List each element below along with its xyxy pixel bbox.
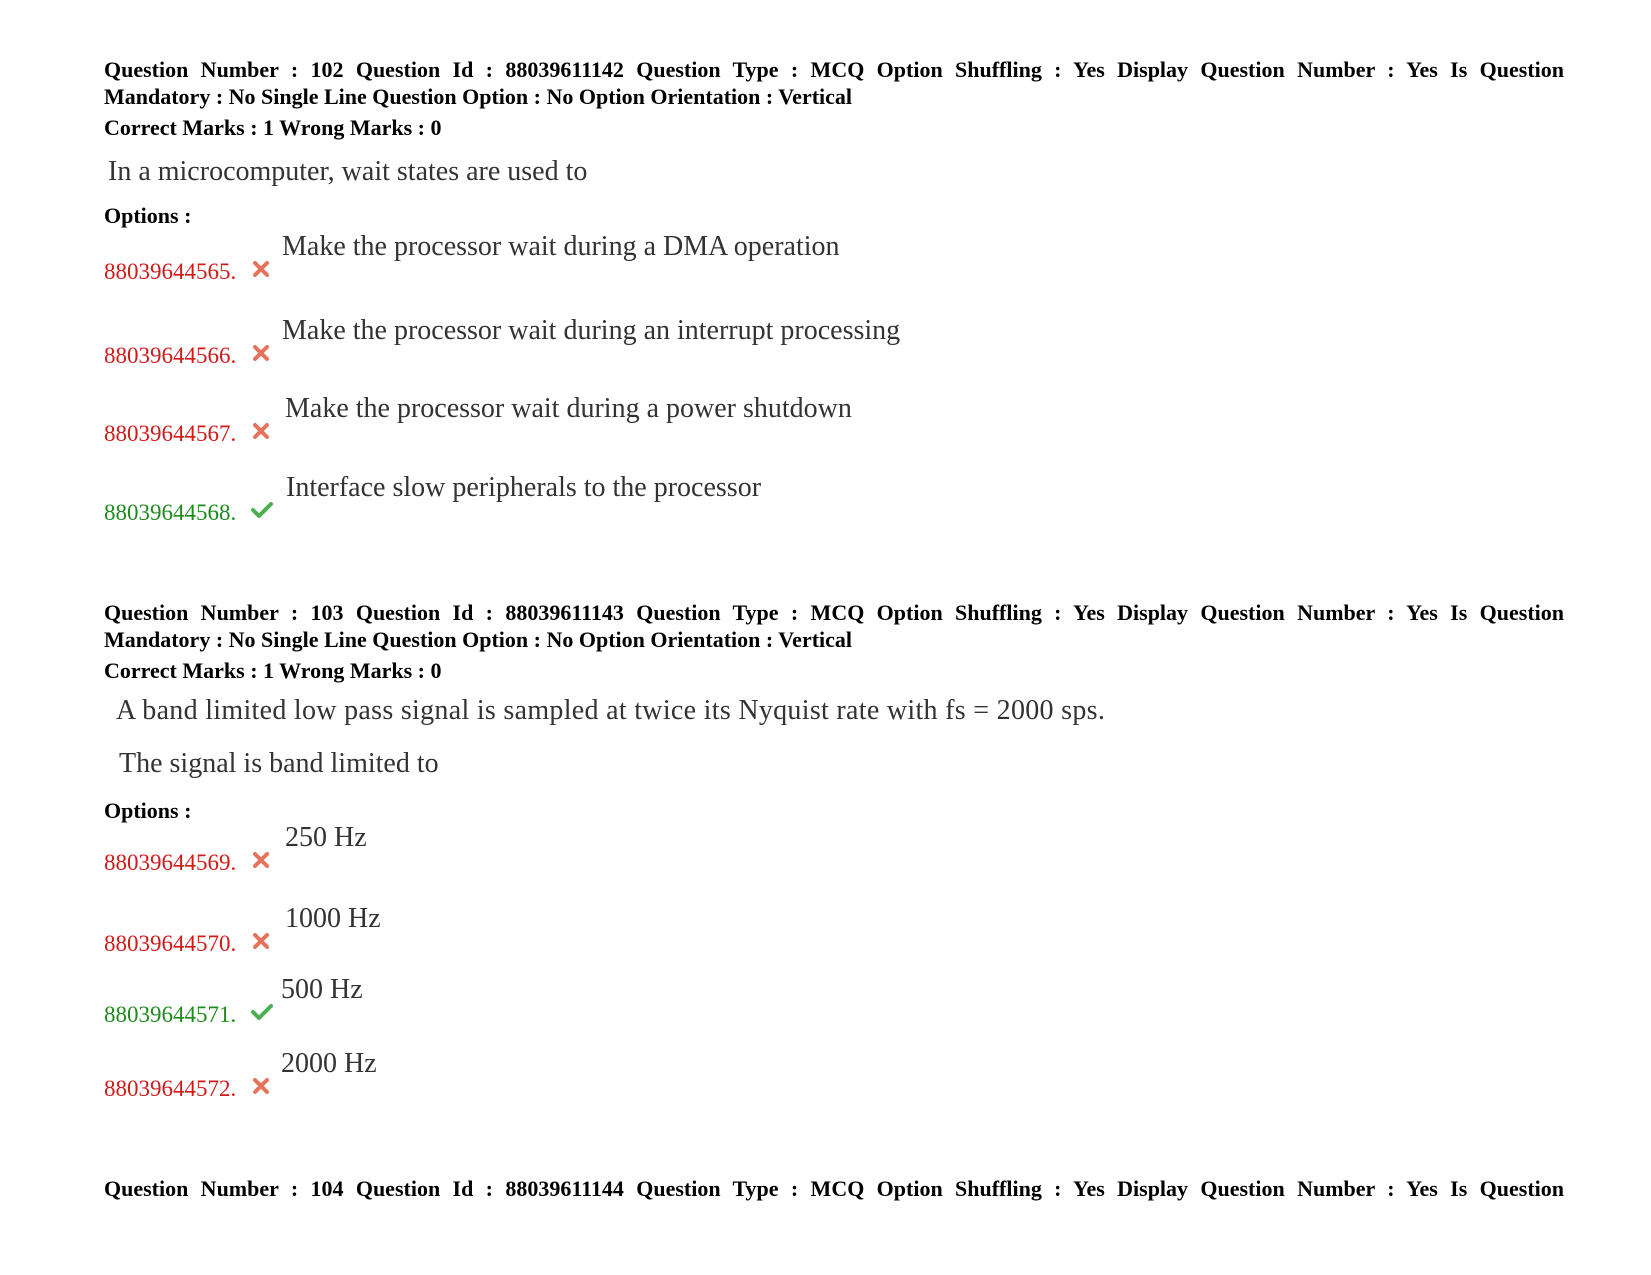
option-text: 500 Hz bbox=[281, 974, 363, 1005]
question-102 bbox=[104, 56, 1564, 141]
option-text: Interface slow peripherals to the processor bbox=[286, 472, 762, 503]
options-label: Options : bbox=[104, 203, 192, 228]
option-text: 2000 Hz bbox=[281, 1048, 377, 1079]
question-header-line1: Question Number : 104 Question Id : 88039611144 Question Type : MCQ Option Shuffling : Yes Display Question Number : Yes Is Question bbox=[104, 1176, 1564, 1201]
question-header bbox=[104, 56, 1564, 110]
option-id: 88039644572. bbox=[104, 1076, 237, 1101]
question-marks: Correct Marks : 1 Wrong Marks : 0 bbox=[104, 115, 442, 140]
question-marks: Correct Marks : 1 Wrong Marks : 0 bbox=[104, 658, 442, 683]
question-text-line-1: A band limited low pass signal is sampled at twice its Nyquist rate with fs = 2000 sps. bbox=[116, 695, 1106, 726]
check-icon bbox=[251, 501, 273, 519]
option-id: 88039644567. bbox=[104, 421, 237, 446]
question-header-line2: Mandatory : No Single Line Question Option : No Option Orientation : Vertical bbox=[104, 84, 853, 109]
option-id: 88039644566. bbox=[104, 343, 237, 368]
option-text: 250 Hz bbox=[285, 822, 367, 853]
cross-icon bbox=[251, 932, 271, 950]
option-text: Make the processor wait during a DMA operation bbox=[282, 231, 840, 262]
option-text: Make the processor wait during a power shutdown bbox=[285, 393, 852, 424]
cross-icon bbox=[251, 851, 271, 869]
check-icon bbox=[251, 1003, 273, 1021]
option-text: 1000 Hz bbox=[285, 903, 381, 934]
option-id: 88039644570. bbox=[104, 931, 237, 956]
question-text: In a microcomputer, wait states are used to bbox=[108, 156, 588, 187]
question-header bbox=[104, 599, 1564, 653]
question-103 bbox=[104, 599, 1564, 684]
option-id: 88039644565. bbox=[104, 259, 237, 284]
option-id: 88039644571. bbox=[104, 1002, 237, 1027]
cross-icon bbox=[251, 422, 271, 440]
cross-icon bbox=[251, 344, 271, 362]
question-104 bbox=[104, 1175, 1564, 1202]
cross-icon bbox=[251, 260, 271, 278]
question-header-line1: Question Number : 102 Question Id : 88039611142 Question Type : MCQ Option Shuffling : Yes Display Question Number : Yes Is Question bbox=[104, 57, 1564, 82]
cross-icon bbox=[251, 1077, 271, 1095]
question-header bbox=[104, 1175, 1564, 1202]
question-header-line2: Mandatory : No Single Line Question Option : No Option Orientation : Vertical bbox=[104, 627, 853, 652]
options-label: Options : bbox=[104, 798, 192, 823]
option-text: Make the processor wait during an interrupt processing bbox=[282, 315, 901, 346]
option-id: 88039644568. bbox=[104, 500, 237, 525]
question-text-line-2: The signal is band limited to bbox=[119, 748, 439, 779]
question-header-line1: Question Number : 103 Question Id : 88039611143 Question Type : MCQ Option Shuffling : Yes Display Question Number : Yes Is Question bbox=[104, 600, 1564, 625]
option-id: 88039644569. bbox=[104, 850, 237, 875]
